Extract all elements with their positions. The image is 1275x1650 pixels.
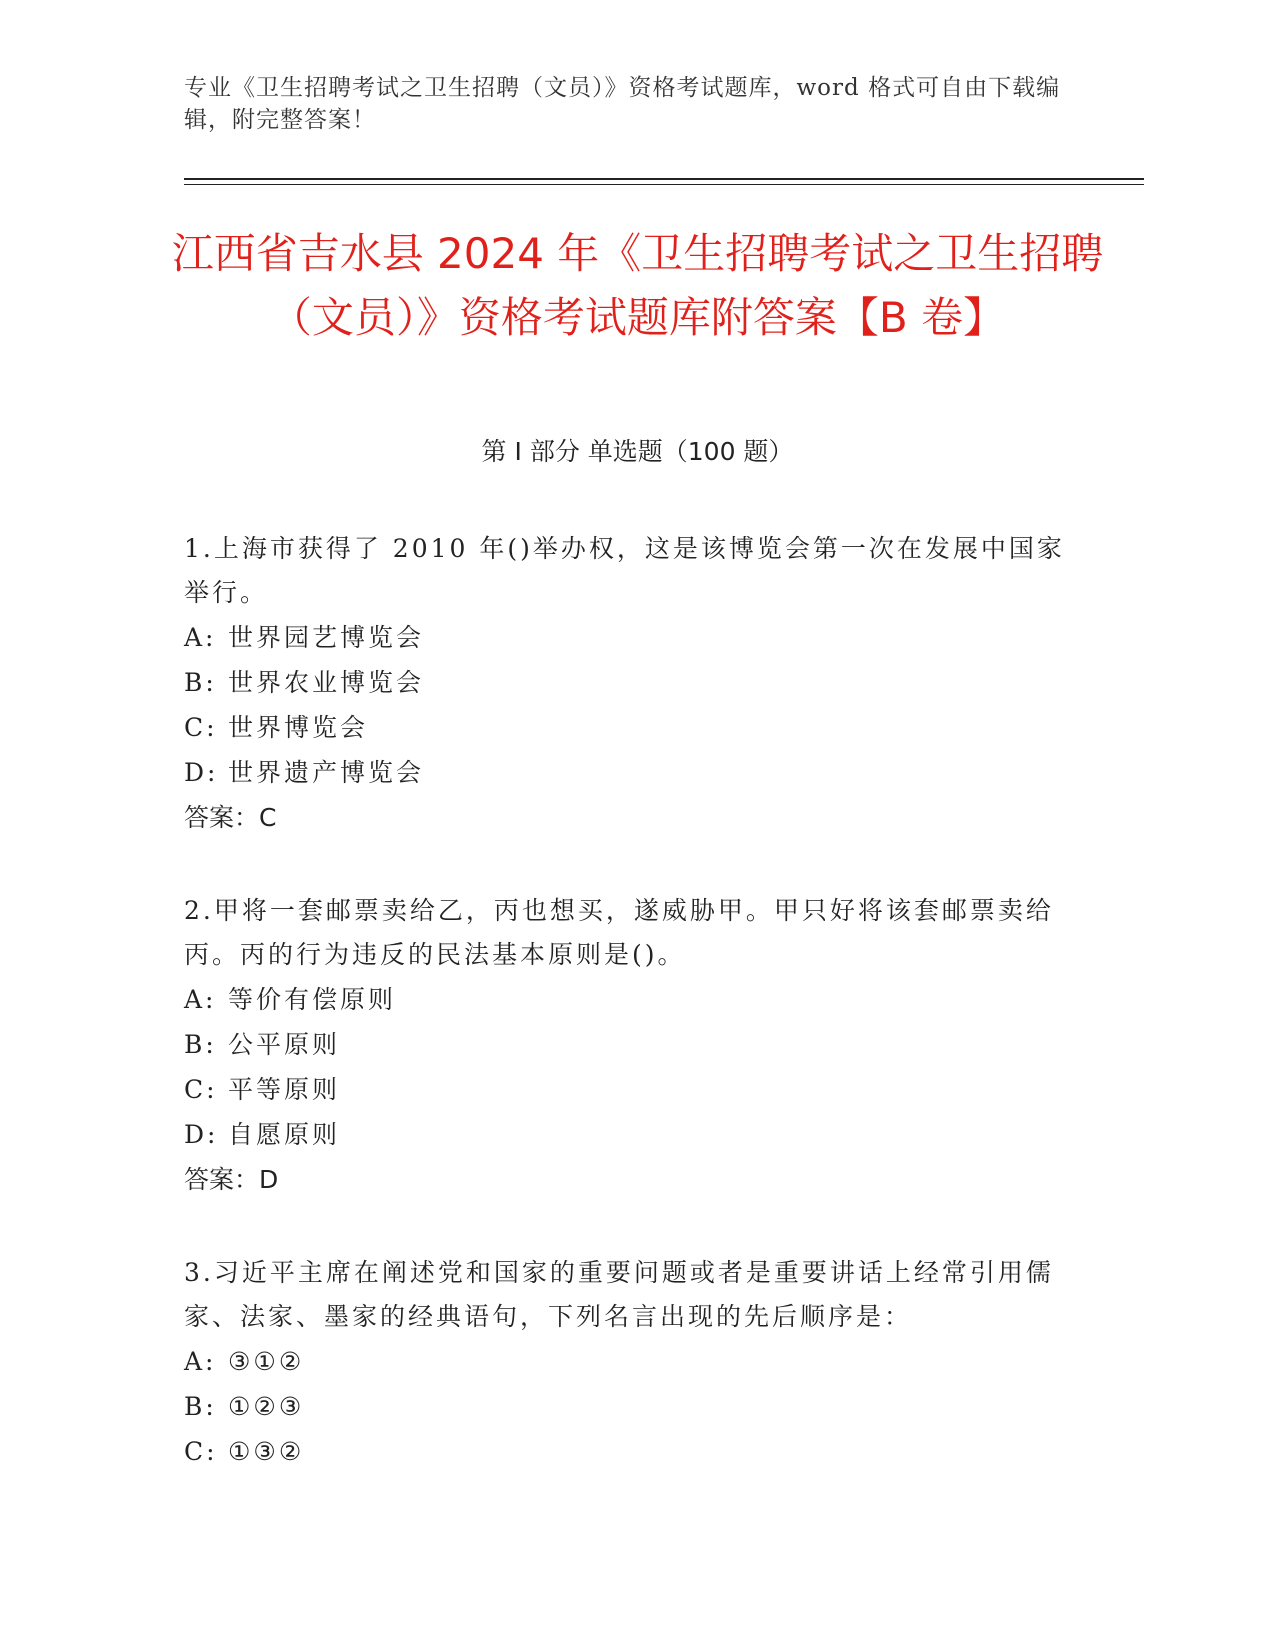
option-letter: C: — [184, 1075, 218, 1104]
option-letter: B: — [184, 668, 217, 697]
option-a — [184, 1339, 1084, 1384]
question-2 — [184, 889, 1084, 1203]
option-text: 世界遗产博览会 — [228, 758, 425, 787]
option-b — [184, 1022, 1084, 1067]
option-letter: A: — [184, 985, 217, 1014]
option-letter: B: — [184, 1030, 217, 1059]
option-letter: C: — [184, 1437, 218, 1466]
option-b — [184, 660, 1084, 705]
option-text: 平等原则 — [228, 1075, 341, 1104]
option-text: 自愿原则 — [228, 1120, 341, 1149]
answer-line: 答案：D — [184, 1165, 279, 1194]
option-text: ①②③ — [228, 1392, 305, 1421]
option-letter: D: — [184, 1120, 219, 1149]
header-divider-thick — [184, 178, 1144, 180]
option-text: ③①② — [228, 1347, 305, 1376]
option-text: 等价有偿原则 — [228, 985, 397, 1014]
option-text: 公平原则 — [228, 1030, 341, 1059]
option-text: ①③② — [228, 1437, 305, 1466]
header-note: 专业《卫生招聘考试之卫生招聘（文员）》资格考试题库，word 格式可自由下载编辑，附完整答案！ — [184, 75, 1061, 133]
question-stem: 3.习近平主席在阐述党和国家的重要问题或者是重要讲话上经常引用儒家、法家、墨家的经典语句，下列名言出现的先后顺序是： — [184, 1258, 1054, 1331]
question-stem: 2.甲将一套邮票卖给乙，丙也想买，遂威胁甲。甲只好将该套邮票卖给丙。丙的行为违反的民法基本原则是()。 — [184, 896, 1054, 969]
option-b — [184, 1384, 1084, 1429]
option-d — [184, 750, 1084, 795]
option-letter: C: — [184, 713, 218, 742]
option-text: 世界农业博览会 — [228, 668, 425, 697]
option-text: 世界园艺博览会 — [228, 623, 425, 652]
option-c — [184, 1429, 1084, 1474]
question-list — [184, 527, 1084, 1522]
header-divider-thin — [184, 184, 1144, 185]
option-text: 世界博览会 — [228, 713, 369, 742]
section-heading: 第 I 部分 单选题（100 题） — [481, 437, 794, 466]
option-d — [184, 1112, 1084, 1157]
option-c — [184, 1067, 1084, 1112]
question-3 — [184, 1251, 1084, 1474]
option-a — [184, 977, 1084, 1022]
question-stem: 1.上海市获得了 2010 年()举办权，这是该博览会第一次在发展中国家举行。 — [184, 534, 1065, 607]
option-a — [184, 615, 1084, 660]
option-letter: A: — [184, 623, 217, 652]
option-letter: B: — [184, 1392, 217, 1421]
option-c — [184, 705, 1084, 750]
question-1 — [184, 527, 1084, 841]
answer-line: 答案：C — [184, 803, 277, 832]
option-letter: D: — [184, 758, 219, 787]
document-title: 江西省吉水县 2024 年《卫生招聘考试之卫生招聘（文员）》资格考试题库附答案【B 卷】 — [171, 229, 1104, 342]
option-letter: A: — [184, 1347, 217, 1376]
